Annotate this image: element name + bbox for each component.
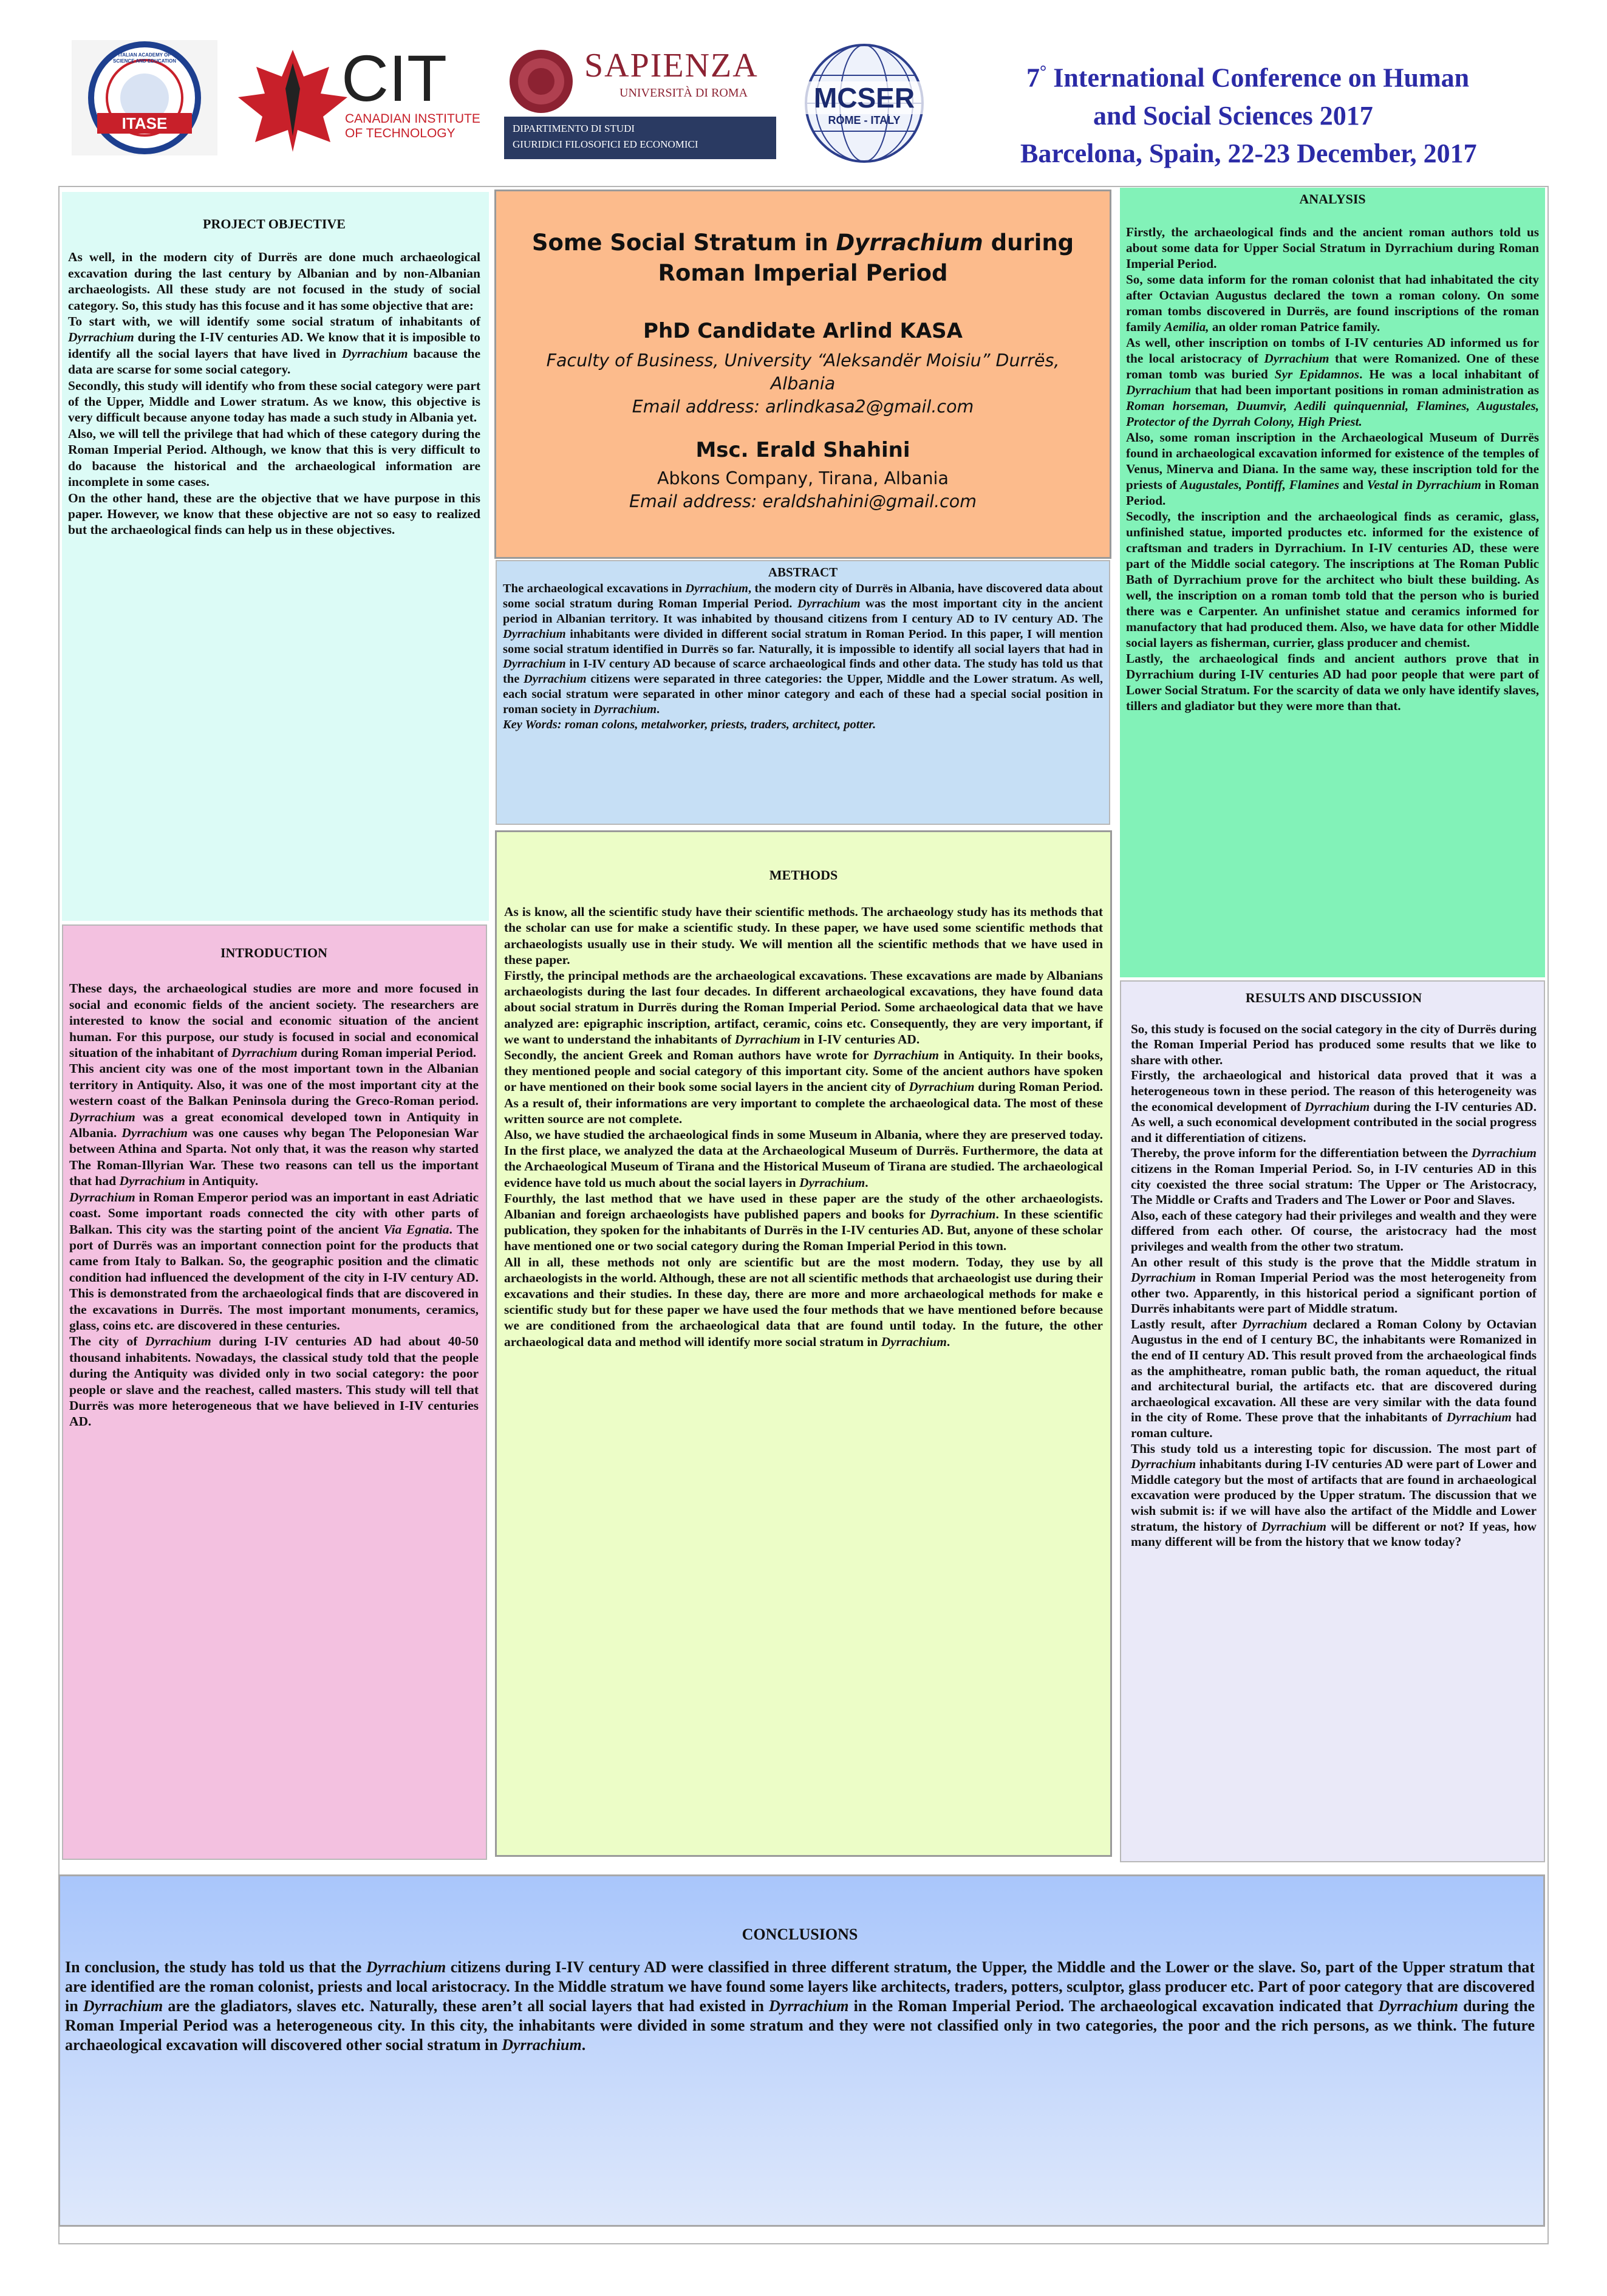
author-2-email: Email address: eraldshahini@gmail.com <box>629 491 977 511</box>
author-1-name: PhD Candidate Arlind KASA <box>643 319 963 343</box>
analysis-heading: ANALYSIS <box>1299 191 1366 207</box>
analysis-paragraph-3: As well, other inscription on tombs of I-IV centuries AD informed us for the local aristocracy of Dyrrachium that were Romanized. One of these roman tomb was buried Syr Epidamnos. He was a local inhabitant of Dyrrachium that had been important positions in roman administration as Roman horseman, Duumvir, Aedili quinquennial, Flamines, Augustales, Protector of the Dyrrah Colony, High Priest. <box>1126 335 1540 429</box>
itase-logo <box>72 40 217 155</box>
project-objective-heading: PROJECT OBJECTIVE <box>203 216 346 231</box>
sapienza-subtitle: UNIVERSITÀ DI ROMA <box>619 86 748 100</box>
results-discussion-panel <box>1120 980 1545 1862</box>
results-paragraph-7: This study told us a interesting topic for discussion. The most part of Dyrrachium inhabitants during I-IV centuries AD were part of Lower and Middle category but the most of artifacts that are found in archaeological excavation were produced by the Upper stratum. The discussion that we wish submit is: if we will have also the artifact of the Middle and Lower stratum, the history of Dyrrachium will be different or not? If yeas, how many different will be from the history that we know today? <box>1131 1441 1537 1549</box>
analysis-paragraph-5: Secodly, the inscription and the archaeological finds as ceramic, glass, unfinished statue, imported productes etc. informed for the existence of craftsman and traders in Dyrrachium. In I-IV centuries AD, these were part of the Middle social category. The inscriptions at The Roman Public Bath of Dyrrachium prove for the architect who biult these building. As well, the inscription on a roman tomb told that the person who is buried there was e Carpenter. An unfinishet statue and ceramics informed for manufactory that had produced them. Also, we have data for other Middle social layers as fisherman, currier, glass producer and chemist. <box>1126 509 1539 650</box>
cit-subtitle-1: CANADIAN INSTITUTE <box>345 112 480 126</box>
results-heading: RESULTS AND DISCUSSION <box>1245 990 1422 1005</box>
cit-subtitle-2: OF TECHNOLOGY <box>345 126 455 140</box>
conference-name-part: International Conference on Human <box>1046 63 1470 93</box>
results-paragraph-3: Thereby, the prove inform for the differentiation between the Dyrrachium citizens in the Roman Imperial Period. So, in I-IV centuries AD in this city coexisted the three social stratum: The Upper or The Aristocracy, The Middle or Crafts and Traders and The Lower or Poor and Slaves. <box>1131 1146 1537 1208</box>
methods-heading: METHODS <box>769 867 838 883</box>
methods-paragraph-3: Secondly, the ancient Greek and Roman authors have wrote for Dyrrachium in Antiquity. In their books, they mentioned people and social category of this important city. Some of the ancient authors have spoken or have mentioned on their book some social layers in the ancient city of Dyrrachium during Roman Period. As a result of, their informations are very important to complete the archaeological data. The most of these written source are not complete. <box>504 1048 1103 1126</box>
abstract-panel <box>496 560 1110 825</box>
introduction-heading: INTRODUCTION <box>220 945 328 960</box>
abstract-text: The archaeological excavations in Dyrrachium, the modern city of Durrës in Albania, have discovered data about some social stratum during Roman Imperial Period. Dyrrachium was the most important city in the ancient period in Albanian territory. It was inhabited by thousand citizens from I century AD to IV century AD. The Dyrrachium inhabitants were divided in different social stratum in Roman Period. In this paper, I will mention some social stratum identified in Durrës so far. Naturally, it is impossible to identify all social layers that had in Dyrrachium in I-IV century AD because of scarce archaeological finds and other data. The study has told us that the Dyrrachium citizens were separated in three categories: the Upper, Middle and the Lower stratum. As well, each social stratum were separated in other minor category and each of these had a special social position in roman society in Dyrrachium. <box>503 581 1103 717</box>
methods-paragraph-4: Also, we have studied the archaeological finds in some Museum in Albania, where they are preserved today. In the first place, we analyzed the data at the Archaeological Museum of Durrës. Furthermore, the data at the Archaeological Museum of Tirana and the Historical Museum of Tirana are studied. The archaeological evidence have told us much about the social layers in Dyrrachium. <box>504 1127 1103 1190</box>
results-paragraph-1: So, this study is focused on the social category in the city of Durrës during the Roman Imperial Period has produced some results that we like to share with other. <box>1131 1021 1537 1067</box>
objective-paragraph-5: On the other hand, these are the objective that we have purpose in this paper. However, we know that these objective are not so easy to realized but the archaeological finds can help us in these objectives. <box>68 490 480 538</box>
sapienza-dept-line-1: DIPARTIMENTO DI STUDI <box>513 123 635 134</box>
author-1-email: Email address: arlindkasa2@gmail.com <box>632 397 974 417</box>
sapienza-dept-bar <box>504 117 776 159</box>
author-2-name: Msc. Erald Shahini <box>695 438 910 462</box>
methods-paragraph-1: As is know, all the scientific study have their scientific methods. The archaeology study has its methods that the scholar can use for make a scientific study. In these paper, we have used some scientific methods that archaeologists usually use in their study. We will mention all the scientific methods that we have used in these paper. <box>504 904 1103 967</box>
itase-arc-label: ITALIAN ACADEMY OF SCIENCE AND EDUCATION <box>112 52 176 64</box>
sapienza-dept-line-2: GIURIDICI FILOSOFICI ED ECONOMICI <box>513 138 698 150</box>
analysis-paragraph-6: Lastly, the archaeological finds and ancient authors prove that in Dyrrachium during I-IV centuries AD had poor people that were part of Lower Social Stratum. For the scarcity of data we only have identify slaves, tillers and gladiator but they were more than that. <box>1126 651 1539 713</box>
conference-line-3: Barcelona, Spain, 22-23 December, 2017 <box>1020 138 1477 168</box>
objective-paragraph-4: Also, we will tell the privilege that had which of these category during the Roman Imperial Period. Although, we know that this is very difficult to do bacause the historical and the archaeological information are incomplete in some cases. <box>68 426 480 490</box>
sapienza-logo <box>504 43 776 158</box>
conclusions-text: In conclusion, the study has told us that the Dyrrachium citizens during I-IV century AD were classified in three different stratum, the Upper, the Middle and the Lower or the slave. So, part of the Upper stratum that are identified are the roman colonist, priests and local aristocracy. In the Middle stratum we have found some layers like architects, traders, potters, sculptor, glass producer etc. Part of poor category that are discovered in Dyrrachium are the gladiators, slaves etc. Naturally, these aren’t all social layers that had existed in Dyrrachium in the Roman Imperial Period. The archaeological excavation indicated that Dyrrachium during the Roman Imperial Period was a heterogeneous city. In this city, the inhabitants were divided in some stratum and they were not classified only in two categories, the poor and the rich persons, as we think. The future archaeological excavation will discovered other social stratum in Dyrrachium. <box>65 1958 1535 2054</box>
conference-edition-number: 7 <box>1026 63 1040 93</box>
conclusions-panel <box>58 1874 1545 2227</box>
results-paragraph-6: Lastly result, after Dyrrachium declared a Roman Colony by Octavian Augustus in the end of I century BC, the inhabitants were Romanized in the end of II century AD. This result proved from the archaeological finds as the amphitheatre, roman public bath, the roman aqueduct, the ritual and architectural burial, the artifacts etc. that are discovered during archaeological excavation. All these are very similar with the data found in the city of Rome. These prove that the inhabitants of Dyrrachium had roman culture. <box>1131 1316 1537 1441</box>
analysis-paragraph-4: Also, some roman inscription in the Archaeological Museum of Durrës found in archaeological excavation informed for existence of the temples of Venus, Minerva and Diana. In the same way, these inscription told for the priests of Augustales, Pontiff, Flamines and Vestal in Dyrrachium in Roman Period. <box>1126 430 1539 508</box>
mcser-title: MCSER <box>800 81 928 114</box>
results-paragraph-4: Also, each of these category had their privileges and wealth and they were differed from each other. Of course, the aristocracy had the most privileges and wealth from the other two stratum. <box>1131 1208 1537 1254</box>
objective-paragraph-1: As well, in the modern city of Durrës are done much archaeological excavation during the last century by Albanian and by non-Albanian archaeologists. All these study are not focused in the study of social category. So, this study has this focuse and it has some objective that are: <box>68 250 480 313</box>
conference-line-1 <box>972 53 1579 97</box>
introduction-paragraph-4: The city of Dyrrachium during I-IV centuries AD had about 40-50 thousand inhabitents. Nowadays, the classical study told that the people during the Antiquity was divided only in two social category: the poor people or slave and the reachest, called masters. This study will tell that Durrës was more heterogeneous that we have believed in I-IV centuries AD. <box>69 1334 479 1429</box>
conclusions-heading: CONCLUSIONS <box>742 1925 858 1943</box>
introduction-panel <box>62 924 487 1860</box>
maple-leaf-icon <box>232 45 353 154</box>
analysis-paragraph-2: So, some data inform for the roman colonist that had inhabitated the city after Octavian Augustus declared the town a roman colony. On some roman tombs discovered in Durrës, are found inscriptions of the roman family Aemilia, an older roman Patrice family. <box>1126 272 1539 334</box>
objective-paragraph-3: Secondly, this study will identify who from these social category were part of the Upper, Middle and Lower stratum. As we know, this objective is very difficult because anyone today has made a such study in Albania yet. <box>68 378 480 425</box>
author-1-affiliation: Faculty of Business, University “Aleksandër Moisiu” Durrës, Albania <box>546 350 1060 394</box>
title-panel <box>494 190 1111 559</box>
cit-title: CIT <box>341 41 447 115</box>
results-paragraph-5: An other result of this study is the prove that the Middle stratum in Dyrrachium in Roman Imperial Period was the most heterogeneity from other two. Apparently, in this historical period a significant portion of Durrës inhabitants were part of Middle stratum. <box>1131 1254 1537 1316</box>
paper-title: Some Social Stratum in Dyrrachium during Roman Imperial Period <box>531 230 1074 286</box>
methods-panel <box>495 830 1112 1857</box>
methods-paragraph-2: Firstly, the principal methods are the archaeological excavations. These excavations are made by Albanians archaeologists during the last four decades. In different archaeological excavations, they have found data about social stratum in Durrës during the Roman Imperial Period. Some archaeological data that we have analyzed are: epigraphic inscription, artifact, ceramic, coins etc. Consequently, they are very important, if we want to understand the inhabitants of Dyrrachium in I-IV centuries AD. <box>504 968 1103 1047</box>
cit-logo <box>232 41 487 154</box>
author-2-affiliation: Abkons Company, Tirana, Albania <box>657 468 949 488</box>
conference-info <box>972 53 1579 173</box>
introduction-paragraph-3: Dyrrachium in Roman Emperor period was an important in east Adriatic coast. Some important roads connected the city with other parts of Balkan. This city was the starting point of the ancient Via Egnatia. The port of Durrës was an important connection point for the products that came from Italy to Balkan. So, the geographic position and the climatic condition had influenced the development of the city in I-IV century AD. This is demonstrated from the archaeological finds that are discovered in the excavations in Durrës. The most important monuments, ceramics, glass, coins etc. are discovered in these centuries. <box>69 1189 479 1333</box>
introduction-paragraph-1: These days, the archaeological studies are more and more focused in social and economic fields of the ancient society. The researchers are interested to know the social and economic situation of the ancient human. For this purpose, our study is focused in social and economical situation of the inhabitant of Dyrrachium during Roman imperial Period. <box>69 981 479 1061</box>
project-objective-panel <box>62 192 489 921</box>
analysis-panel <box>1120 188 1545 977</box>
conference-degree-mark: ° <box>1040 63 1047 81</box>
abstract-keywords: Key Words: roman colons, metalworker, priests, traders, architect, potter. <box>503 718 876 732</box>
methods-paragraph-6: All in all, these methods not only are scientific but are the most modern. Today, they use by all archaeologists in the world. Although, these are not all scientific methods that archaeologist use during their excavations and their studies. In these day, there are more and more archaeological methods for make e scientific study but for these paper we have used the four methods that we have mentioned before because we are conditioned from the archaeological data that are found until today. In the future, the other archaeological data and method will identify more social stratum in Dyrrachium. <box>504 1254 1103 1349</box>
conference-line-2: and Social Sciences 2017 <box>1093 100 1373 131</box>
itase-short-label: ITASE <box>121 114 168 132</box>
sapienza-title: SAPIENZA <box>584 47 759 84</box>
introduction-paragraph-2: This ancient city was one of the most important town in the Albanian territory in Antiquity. Also, it was one of the most important city at the western coast of the Balkan Peninsola during the Greco-Roman period. Dyrrachium was a great economical developed town in Antiquity in Albania. Dyrrachium was one causes why began The Peloponesian War between Athina and Sparta. Not only that, it was the reason why started The Roman-Illyrian War. These two reasons can tell us the important that had Dyrrachium in Antiquity. <box>69 1061 479 1189</box>
analysis-paragraph-1: Firstly, the archaeological finds and the ancient roman authors told us about some data for Upper Social Stratum in Dyrrachium during Roman Imperial Period. <box>1126 225 1539 271</box>
mcser-logo <box>800 43 928 164</box>
methods-paragraph-5: Fourthly, the last method that we have used in these paper are the study of the other archaeologists. Albanian and foreign archaeologists have published papers and books for Dyrrachium. In these scientific publication, they spoken for the inhabitants of Durrës in the I-IV centuries AD. But, anyone of these scholar have mentioned one or two social category during the Roman Imperial Period in this town. <box>504 1191 1103 1254</box>
objective-paragraph-2: To start with, we will identify some social stratum of inhabitants of Dyrrachium during the I-IV centuries AD. We know that it is imposible to identify all the social layers that have lived in Dyrrachium bacause the data are scarse for some social category. <box>68 314 480 377</box>
sapienza-seal-icon <box>508 45 575 118</box>
abstract-heading: ABSTRACT <box>768 565 838 579</box>
results-paragraph-2: Firstly, the archaeological and historical data proved that it was a heterogeneous town in these period. The reason of this heterogeneity was the economical development of Dyrrachium during the I-IV centuries AD. As well, a such economical development contributed in the social progress and it differentiation of citizens. <box>1131 1068 1537 1145</box>
mcser-subtitle: ROME - ITALY <box>828 114 901 126</box>
